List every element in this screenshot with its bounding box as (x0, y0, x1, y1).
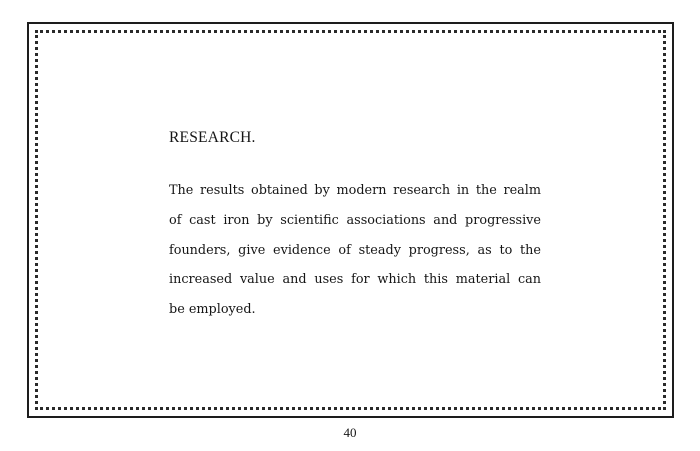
page-number: 40 (343, 425, 357, 440)
paragraph-line: founders, give evidence of steady progress, as to the (169, 242, 541, 258)
paragraph-line: increased value and uses for which this material can (169, 272, 541, 288)
body-paragraph (169, 176, 541, 325)
section-heading: RESEARCH. (169, 129, 256, 146)
paragraph-line: The results obtained by modern research in the realm (169, 183, 541, 198)
paragraph-line: be employed. (169, 302, 256, 318)
paragraph-line: of cast iron by scientific associations and progressive (169, 212, 541, 228)
